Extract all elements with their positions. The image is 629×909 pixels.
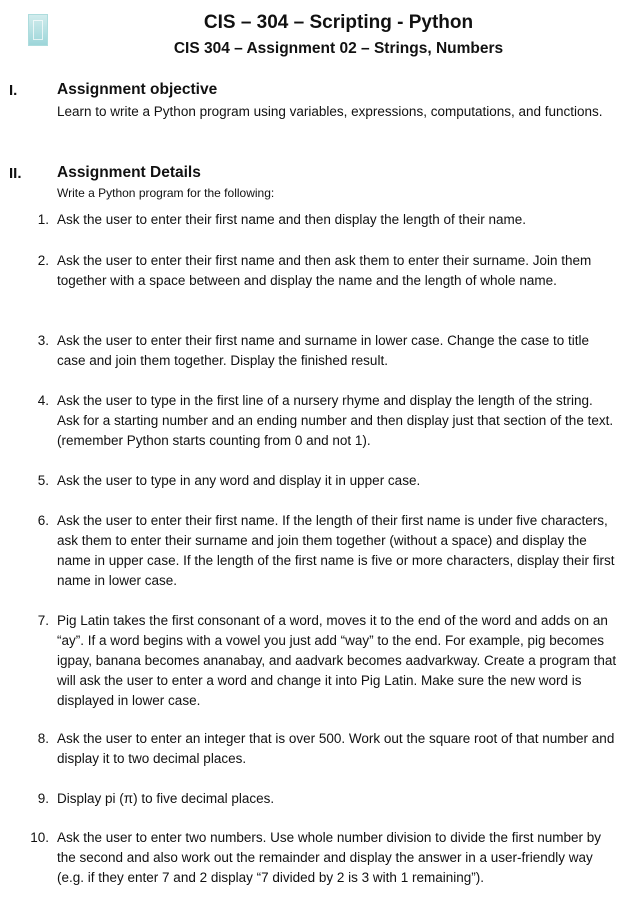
item-number: 6. [37, 513, 49, 528]
item-text: Ask the user to enter their first name. If the length of their first name is under five characters, ask them to enter their surname and join them together (without a space) and display the name in upper case. If the length of the first name is five or more characters, display their first name in lower case. [57, 513, 615, 588]
item-number: 9. [37, 791, 49, 806]
page-title: CIS – 304 – Scripting - Python [203, 12, 474, 33]
item-number: 10. [30, 830, 49, 845]
item-text: Ask the user to enter two numbers. Use whole number division to divide the first number by the second and also work out the remainder and display the answer in a user-friendly way (e.g. if they enter 7 and 2 display “7 divided by 2 is 3 with 1 remaining”). [57, 830, 602, 885]
section-number: I. [9, 82, 18, 99]
item-text: Ask the user to type in the first line of a nursery rhyme and display the length of the string. Ask for a starting number and an ending number and then display just that section of the text. (remember Python starts counting from 0 and not 1). [57, 393, 614, 448]
item-number: 5. [37, 473, 49, 488]
item-text: Pig Latin takes the first consonant of a word, moves it to the end of the word and adds on an “ay”. If a word begins with a vowel you just add “way” to the end. For example, pig becomes igpay, banana becomes ananabay, and aadvark becomes aadvarkway. Create a program that will ask the user to enter a word and change it into Pig Latin. Make sure the new word is displayed in lower case. [57, 613, 617, 708]
item-text: Ask the user to enter their first name and surname in lower case. Change the case to title case and join them together. Display the finished result. [57, 333, 590, 368]
item-number: 4. [37, 393, 49, 408]
item-number: 7. [37, 613, 49, 628]
item-text: Ask the user to enter their first name and then ask them to enter their surname. Join them together with a space between and display the name and the length of whole name. [57, 253, 592, 288]
item-text: Ask the user to enter their first name and then display the length of their name. [57, 212, 527, 227]
section-number: II. [9, 165, 22, 182]
item-number: 2. [37, 253, 49, 268]
item-text: Display pi (π) to five decimal places. [57, 791, 275, 806]
item-text: Ask the user to enter an integer that is over 500. Work out the square root of that number and display it to two decimal places. [57, 731, 615, 766]
section-heading: Assignment objective [57, 81, 218, 98]
item-text: Ask the user to type in any word and display it in upper case. [57, 473, 421, 488]
item-number: 8. [37, 731, 49, 746]
section-intro: Write a Python program for the following: [57, 186, 275, 200]
section-text: Learn to write a Python program using variables, expressions, computations, and functions. [57, 104, 603, 119]
item-number: 3. [37, 333, 49, 348]
page-subtitle: CIS 304 – Assignment 02 – Strings, Numbers [173, 40, 504, 57]
item-number: 1. [37, 212, 49, 227]
section-heading: Assignment Details [57, 164, 201, 181]
